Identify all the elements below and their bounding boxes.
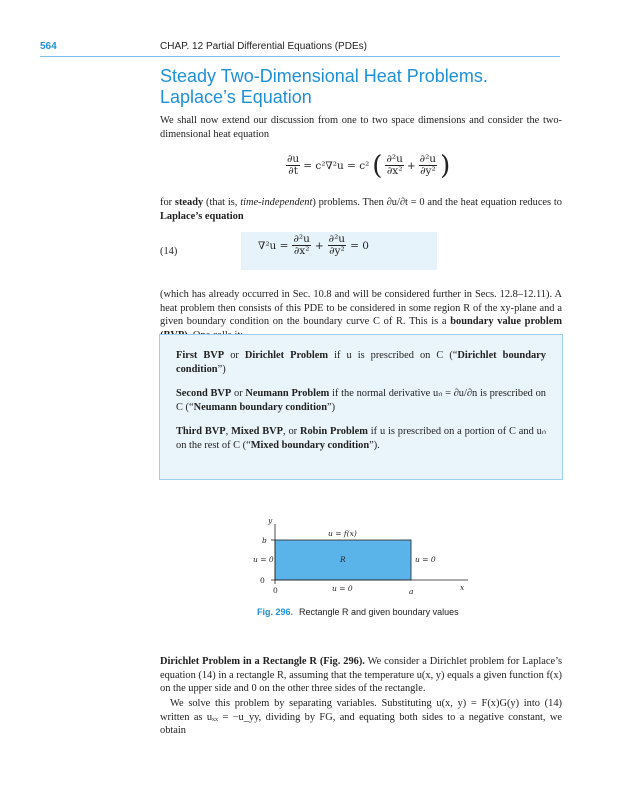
heat-mid: = c²∇²u = c² — [303, 159, 370, 172]
section-title-line1: Steady Two-Dimensional Heat Problems. — [160, 66, 488, 86]
term: First BVP — [176, 350, 225, 361]
text: , or — [283, 426, 300, 437]
term-time-independent: time-independent — [240, 197, 313, 208]
caption-label: Fig. 296. — [257, 607, 294, 617]
text: ) problems. Then ∂u/∂t = 0 and the heat equation reduces to — [312, 197, 562, 208]
text: for — [160, 197, 175, 208]
header-rule — [40, 56, 560, 57]
bvp-definitions-box — [159, 334, 563, 480]
paren-open: ( — [372, 150, 383, 181]
text: if the normal derivative uₙ = ∂u/∂n is prescribed on C (“ — [176, 388, 546, 413]
b-label: b — [262, 536, 267, 545]
text: if u is prescribed on a portion of C and uₙ on the rest of C (“ — [176, 426, 546, 451]
laplace-lhs: ∇²u = — [258, 239, 289, 252]
term: Third BVP — [176, 426, 226, 437]
zero-left-label: 0 — [260, 576, 265, 585]
frac-num: ∂u — [287, 153, 300, 165]
equation-number-14: (14) — [160, 246, 178, 257]
x-axis-label: x — [460, 583, 465, 592]
caption-text: Rectangle R and given boundary values — [299, 607, 459, 617]
text: (which has already occurred in Sec. 10.8 and will be considered further in Secs. 12.8–12.11). A heat problem then consists of this PDE to be considered in some region R of the xy-plane and a given boundary condition on the boundary curve C of R. This is a — [160, 289, 562, 327]
term: Neumann Problem — [245, 388, 330, 399]
text: ”). — [369, 439, 380, 451]
text: ”) — [327, 401, 336, 413]
plus-sign: + — [314, 239, 324, 252]
frac-den: ∂x² — [293, 245, 310, 257]
term: Dirichlet boundary condition — [176, 350, 546, 375]
figure-caption — [257, 607, 459, 617]
text: (that is, — [203, 197, 241, 208]
text: if u is prescribed on C (“ — [328, 350, 458, 361]
page-number: 564 — [40, 41, 57, 52]
separation-paragraph: We solve this problem by separating variables. Substituting u(x, y) = F(x)G(y) into (14) written as uₓₓ = −u_yy, dividing by FG, and equating both sides to a negative constant, we obtain — [160, 698, 562, 736]
term: Dirichlet Problem — [244, 350, 329, 361]
term: Mixed BVP — [231, 426, 284, 437]
frac-d2u-dy2 — [419, 154, 437, 177]
dirichlet-paragraph — [160, 655, 562, 696]
dirichlet-heading: Dirichlet Problem in a Rectangle R (Fig. 296). — [160, 656, 365, 667]
term-laplace: Laplace’s equation — [160, 210, 244, 222]
frac-d2u-dx2 — [385, 154, 403, 177]
section-title — [160, 66, 488, 108]
figure-296 — [240, 512, 490, 604]
zero-bottom-label: 0 — [273, 586, 278, 595]
frac-du-dt — [286, 154, 300, 177]
first-bvp — [176, 349, 546, 376]
term: Mixed boundary condition — [250, 439, 370, 451]
left-boundary-label: u = 0 — [253, 555, 274, 564]
laplace-equation — [258, 234, 369, 257]
frac-den: ∂t — [288, 165, 298, 177]
third-bvp — [176, 425, 546, 452]
top-boundary-label: u = f(x) — [328, 529, 357, 538]
y-axis-label: y — [268, 516, 273, 525]
text: , — [225, 426, 232, 437]
term: Second BVP — [176, 388, 232, 399]
text: We consider a Dirichlet problem for Laplace’s equation (14) in a rectangle R, assuming that the temperature u(x, y) equals a given function f(x) on the upper side and 0 on the other three sides of the rectangle. — [160, 656, 562, 694]
second-bvp — [176, 387, 546, 414]
frac-d2u-dy2 — [328, 234, 346, 257]
section-title-line2: Laplace’s Equation — [160, 87, 312, 107]
term: Robin Problem — [299, 426, 368, 437]
region-label: R — [340, 555, 346, 564]
intro-paragraph: We shall now extend our discussion from one to two space dimensions and consider the two-dimensional heat equation — [160, 115, 562, 140]
heat-equation — [286, 150, 451, 181]
frac-num: ∂²u — [386, 153, 403, 165]
plus-sign: + — [406, 159, 416, 172]
a-label: a — [409, 587, 414, 596]
text: or — [224, 350, 245, 361]
frac-num: ∂²u — [328, 233, 346, 245]
chapter-header: CHAP. 12 Partial Differential Equations (PDEs) — [160, 41, 367, 52]
text: ”) — [217, 363, 226, 375]
term-bvp: boundary value problem — [450, 316, 562, 327]
frac-den: ∂y² — [420, 165, 436, 177]
text: or — [231, 388, 246, 399]
right-boundary-label: u = 0 — [415, 555, 436, 564]
bottom-boundary-label: u = 0 — [332, 584, 353, 593]
steady-paragraph — [160, 196, 562, 223]
frac-den: ∂y² — [329, 245, 345, 257]
paren-close: ) — [440, 150, 451, 181]
frac-num: ∂²u — [293, 233, 310, 245]
term: Neumann boundary condition — [193, 401, 327, 413]
frac-num: ∂²u — [419, 153, 437, 165]
term-steady: steady — [174, 197, 204, 208]
frac-den: ∂x² — [386, 165, 403, 177]
frac-d2u-dx2 — [292, 234, 310, 257]
laplace-rhs: = 0 — [350, 239, 369, 252]
